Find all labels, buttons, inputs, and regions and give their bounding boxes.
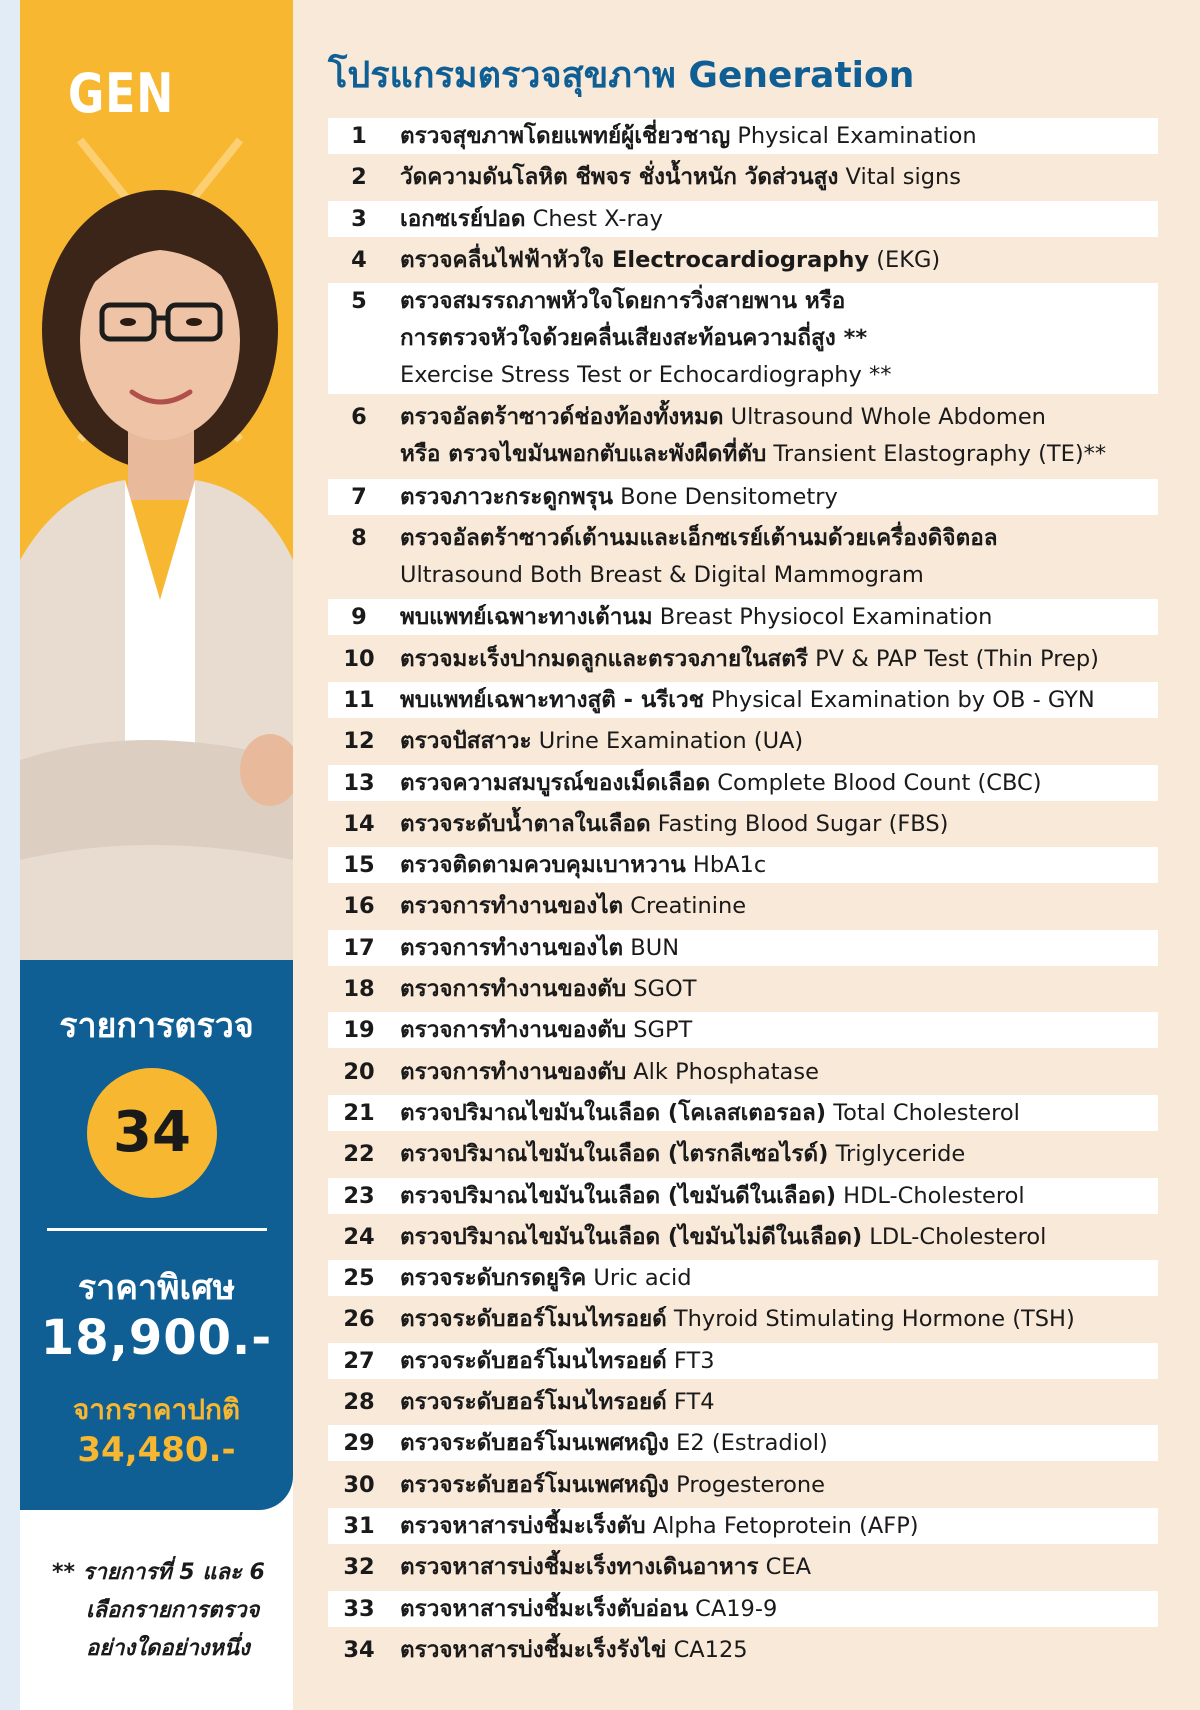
item-thai-text: ตรวจหาสารบ่งชี้มะเร็งตับอ่อน (400, 1595, 688, 1622)
item-thai-text: พบแพทย์เฉพาะทางเต้านม (400, 604, 653, 631)
item-line (400, 242, 1158, 278)
checkup-item-row (328, 641, 1158, 677)
checkup-item-row (328, 1054, 1158, 1090)
item-english-text: Physical Examination (730, 123, 977, 149)
item-description (390, 159, 1158, 195)
item-description (390, 1301, 1158, 1337)
stats-label: รายการตรวจ (59, 1006, 254, 1046)
item-line (400, 1549, 1158, 1585)
item-description (390, 1178, 1158, 1214)
item-line (400, 1054, 1158, 1090)
item-english-text: Transient Elastography (TE)** (766, 441, 1107, 468)
item-english-text: (EKG) (869, 246, 941, 273)
item-thai-text: ตรวจการทำงานของตับ (400, 1017, 627, 1044)
checkup-item-row (328, 1343, 1158, 1379)
item-thai-text: เอกซเรย์ปอด (400, 205, 526, 232)
checkup-item-row (328, 1136, 1158, 1172)
item-number: 24 (343, 1223, 375, 1250)
item-line (400, 1095, 1158, 1131)
item-thai-text: ตรวจระดับน้ำตาลในเลือด (400, 810, 651, 837)
item-english-text: Creatinine (623, 893, 747, 920)
item-thai-text: ตรวจอัลตร้าซาวด์เต้านมและเอ็กซเรย์เต้านมด้วยเครื่องดิจิตอล (400, 525, 998, 552)
gen-logo-text: GEN (68, 62, 175, 125)
item-thai-text: ตรวจหาสารบ่งชี้มะเร็งรังไข่ (400, 1636, 667, 1663)
item-english-text: Alk Phosphatase (626, 1058, 819, 1085)
item-english-text: SGOT (626, 976, 697, 1003)
checkup-item-row (328, 971, 1158, 1007)
item-thai-text: ตรวจการทำงานของไต (400, 934, 624, 961)
checkup-item-row (328, 479, 1158, 515)
item-thai-text: ตรวจระดับฮอร์โมนเพศหญิง (400, 1430, 670, 1457)
item-line (400, 1301, 1158, 1337)
item-line (400, 201, 1158, 237)
item-description (390, 399, 1158, 473)
item-english-text: FT3 (666, 1347, 715, 1374)
item-number: 30 (343, 1471, 375, 1498)
item-description (390, 1136, 1158, 1172)
item-line (400, 357, 1158, 394)
item-english-text: Physical Examination by OB - GYN (703, 686, 1095, 713)
item-number: 23 (343, 1182, 375, 1209)
photo-panel (20, 0, 293, 960)
item-thai-text: หรือ ตรวจไขมันพอกตับและพังผืดที่ตับ (400, 441, 767, 468)
item-line (400, 557, 1158, 594)
item-number: 22 (343, 1141, 375, 1168)
item-english-text: FT4 (666, 1389, 715, 1416)
item-english-text: Urine Examination (UA) (531, 728, 804, 755)
item-description (390, 806, 1158, 842)
item-line (400, 1219, 1158, 1255)
item-english-text: HDL-Cholesterol (836, 1182, 1025, 1209)
checkup-item-row (328, 888, 1158, 924)
item-description (390, 1425, 1158, 1461)
special-price: 18,900.- (40, 1310, 273, 1366)
item-english-text: Alpha Fetoprotein (AFP) (645, 1512, 919, 1539)
item-thai-text: ตรวจความสมบูรณ์ของเม็ดเลือด (400, 769, 711, 796)
portrait-illustration (20, 0, 293, 960)
item-line (400, 723, 1158, 759)
item-number: 10 (343, 645, 375, 672)
item-english-text: Fasting Blood Sugar (FBS) (650, 810, 949, 837)
item-number: 12 (343, 728, 375, 755)
item-number: 8 (351, 525, 367, 552)
item-description (390, 930, 1158, 966)
item-thai-text: พบแพทย์เฉพาะทางสูติ - นรีเวช (400, 686, 704, 713)
checkup-item-row (328, 1549, 1158, 1585)
item-description (390, 1467, 1158, 1503)
item-description (390, 1012, 1158, 1048)
checkup-item-row (328, 1384, 1158, 1420)
item-english-text: HbA1c (685, 852, 767, 879)
item-thai-text: ตรวจสมรรถภาพหัวใจโดยการวิ่งสายพาน หรือ (400, 288, 846, 315)
item-thai-text: ตรวจปริมาณไขมันในเลือด (โคเลสเตอรอล) (400, 1099, 827, 1126)
item-line (400, 1012, 1158, 1048)
item-line (400, 888, 1158, 924)
item-number: 4 (351, 246, 367, 273)
item-english-text: Thyroid Stimulating Hormone (TSH) (666, 1306, 1075, 1333)
item-line (400, 159, 1158, 195)
item-number: 32 (343, 1554, 375, 1581)
item-thai-text: ตรวจอัลตร้าซาวด์ช่องท้องทั้งหมด (400, 404, 724, 431)
checkup-item-row (328, 765, 1158, 801)
checkup-item-row (328, 1095, 1158, 1131)
item-line (400, 118, 1158, 154)
item-line (400, 1508, 1158, 1544)
item-thai-text: วัดความดันโลหิต ชีพจร ชั่งน้ำหนัก วัดส่วนสูง (400, 164, 839, 191)
item-english-text: E2 (Estradiol) (669, 1430, 828, 1457)
item-number: 28 (343, 1389, 375, 1416)
item-line (400, 320, 1158, 357)
item-number: 34 (343, 1636, 375, 1663)
item-number: 27 (343, 1347, 375, 1374)
item-english-text: Exercise Stress Test or Echocardiography ** (400, 362, 892, 389)
checkup-item-row (328, 847, 1158, 883)
checkup-item-row (328, 1425, 1158, 1461)
divider (47, 1228, 267, 1231)
item-english-text: Vital signs (838, 164, 961, 191)
item-thai-text: ตรวจการทำงานของตับ (400, 976, 627, 1003)
checkup-item-row (328, 201, 1158, 237)
checkup-item-row (328, 1012, 1158, 1048)
item-number: 33 (343, 1595, 375, 1622)
item-thai-text: ตรวจปริมาณไขมันในเลือด (ไขมันไม่ดีในเลือด) (400, 1223, 863, 1250)
item-thai-text: ตรวจการทำงานของไต (400, 893, 624, 920)
item-description (390, 118, 1158, 154)
item-line (400, 1467, 1158, 1503)
item-line (400, 765, 1158, 801)
item-description (390, 1343, 1158, 1379)
checkup-item-row (328, 1219, 1158, 1255)
checkup-item-row (328, 682, 1158, 718)
footnote (52, 1554, 292, 1668)
item-number: 29 (343, 1430, 375, 1457)
checkup-item-row (328, 1591, 1158, 1627)
item-number: 26 (343, 1306, 375, 1333)
item-number: 1 (351, 123, 367, 149)
item-number: 6 (351, 404, 367, 431)
checkup-item-list (328, 118, 1158, 1673)
footnote-line: อย่างใดอย่างหนึ่ง (86, 1636, 250, 1661)
checkup-item-row (328, 930, 1158, 966)
item-thai-text: ตรวจสุขภาพโดยแพทย์ผู้เชี่ยวชาญ (400, 123, 731, 149)
item-description (390, 682, 1158, 718)
checkup-item-row (328, 520, 1158, 594)
item-description (390, 283, 1158, 394)
item-line (400, 1591, 1158, 1627)
item-description (390, 520, 1158, 594)
item-line (400, 436, 1158, 473)
item-number: 19 (343, 1017, 375, 1044)
item-line (400, 1384, 1158, 1420)
item-number: 11 (343, 686, 375, 713)
item-description (390, 1384, 1158, 1420)
item-line (400, 520, 1158, 557)
item-description (390, 888, 1158, 924)
item-line (400, 1260, 1158, 1296)
item-thai-text: ตรวจปริมาณไขมันในเลือด (ไขมันดีในเลือด) (400, 1182, 836, 1209)
item-description (390, 1095, 1158, 1131)
item-number: 13 (343, 769, 375, 796)
item-english-text: Triglyceride (828, 1141, 966, 1168)
checkup-item-row (328, 242, 1158, 278)
item-english-text: Complete Blood Count (CBC) (710, 769, 1042, 796)
checkup-item-row (328, 159, 1158, 195)
checkup-item-row (328, 806, 1158, 842)
item-thai-text: ตรวจหาสารบ่งชี้มะเร็งทางเดินอาหาร (400, 1554, 759, 1581)
item-thai-text: ตรวจระดับฮอร์โมนไทรอยด์ (400, 1347, 667, 1374)
item-description (390, 971, 1158, 1007)
item-line (400, 399, 1158, 436)
item-description (390, 242, 1158, 278)
checkup-item-row (328, 1301, 1158, 1337)
checkup-item-row (328, 1508, 1158, 1544)
item-thai-text: ตรวจระดับฮอร์โมนไทรอยด์ (400, 1389, 667, 1416)
item-line (400, 1632, 1158, 1668)
checkup-item-row (328, 1467, 1158, 1503)
item-line (400, 1178, 1158, 1214)
item-english-text: Uric acid (586, 1265, 692, 1292)
item-thai-text: ตรวจหาสารบ่งชี้มะเร็งตับ (400, 1512, 646, 1539)
item-description (390, 1219, 1158, 1255)
checkup-item-row (328, 723, 1158, 759)
item-number: 9 (351, 604, 367, 631)
item-line (400, 930, 1158, 966)
item-thai-text: ตรวจการทำงานของตับ (400, 1058, 627, 1085)
item-description (390, 1591, 1158, 1627)
stats-panel (20, 960, 293, 1510)
item-description (390, 1508, 1158, 1544)
checkup-item-row (328, 283, 1158, 394)
item-line (400, 641, 1158, 677)
item-line (400, 1425, 1158, 1461)
item-number: 5 (351, 288, 367, 315)
item-english-text: Ultrasound Both Breast & Digital Mammogram (400, 562, 924, 589)
item-line (400, 806, 1158, 842)
item-number: 21 (343, 1099, 375, 1126)
edge-strip (0, 0, 20, 1710)
regular-price: 34,480.- (77, 1430, 236, 1470)
item-description (390, 723, 1158, 759)
item-english-text: Bone Densitometry (613, 483, 838, 510)
item-line (400, 682, 1158, 718)
item-thai-text: การตรวจหัวใจด้วยคลื่นเสียงสะท้อนความถี่สูง ** (400, 325, 868, 352)
item-description (390, 1549, 1158, 1585)
item-number: 25 (343, 1265, 375, 1292)
item-description (390, 1054, 1158, 1090)
checkup-item-row (328, 1632, 1158, 1668)
item-number: 14 (343, 810, 375, 837)
checkup-item-row (328, 1260, 1158, 1296)
item-number: 16 (343, 893, 375, 920)
regular-price-label: จากราคาปกติ (72, 1393, 241, 1426)
item-description (390, 847, 1158, 883)
item-thai-text: ตรวจติดตามควบคุมเบาหวาน (400, 852, 686, 879)
item-thai-text: ตรวจระดับกรดยูริค (400, 1265, 587, 1292)
item-line (400, 479, 1158, 515)
item-english-text: Progesterone (669, 1471, 825, 1498)
item-thai-text: ตรวจระดับฮอร์โมนไทรอยด์ (400, 1306, 667, 1333)
footnote-line: เลือกรายการตรวจ (86, 1598, 260, 1623)
item-english-text: LDL-Cholesterol (862, 1223, 1047, 1250)
item-english-text: Chest X-ray (525, 205, 663, 232)
item-number: 7 (351, 483, 367, 510)
item-line (400, 1136, 1158, 1172)
item-line (400, 1343, 1158, 1379)
page-title: โปรแกรมตรวจสุขภาพ Generation (328, 55, 915, 96)
item-thai-text: ตรวจภาวะกระดูกพรุน (400, 483, 614, 510)
item-line (400, 971, 1158, 1007)
item-description (390, 599, 1158, 635)
checkup-item-row (328, 399, 1158, 473)
item-english-text: CA19-9 (687, 1595, 778, 1622)
item-line (400, 847, 1158, 883)
item-thai-text: ตรวจปริมาณไขมันในเลือด (ไตรกลีเซอไรด์) (400, 1141, 829, 1168)
item-number: 20 (343, 1058, 375, 1085)
item-description (390, 1632, 1158, 1668)
item-number: 31 (343, 1512, 375, 1539)
item-thai-text: ตรวจระดับฮอร์โมนเพศหญิง (400, 1471, 670, 1498)
item-number: 18 (343, 976, 375, 1003)
item-thai-text: ตรวจคลื่นไฟฟ้าหัวใจ Electrocardiography (400, 246, 870, 273)
checkup-item-row (328, 118, 1158, 154)
item-english-text: PV & PAP Test (Thin Prep) (807, 645, 1099, 672)
item-thai-text: ตรวจมะเร็งปากมดลูกและตรวจภายในสตรี (400, 645, 808, 672)
special-price-label: ราคาพิเศษ (77, 1268, 236, 1308)
item-number: 17 (343, 934, 375, 961)
item-english-text: CA125 (666, 1636, 748, 1663)
item-line (400, 599, 1158, 635)
item-description (390, 765, 1158, 801)
item-number: 3 (351, 205, 367, 232)
checkup-item-row (328, 599, 1158, 635)
checkup-item-row (328, 1178, 1158, 1214)
item-english-text: BUN (623, 934, 680, 961)
footnote-line: ** รายการที่ 5 และ 6 (52, 1560, 265, 1585)
item-description (390, 1260, 1158, 1296)
item-line (400, 283, 1158, 320)
item-english-text: Ultrasound Whole Abdomen (723, 404, 1046, 431)
item-number: 15 (343, 852, 375, 879)
item-description (390, 479, 1158, 515)
item-english-text: SGPT (626, 1017, 693, 1044)
item-description (390, 641, 1158, 677)
item-thai-text: ตรวจปัสสาวะ (400, 728, 532, 755)
item-english-text: Total Cholesterol (826, 1099, 1020, 1126)
item-number: 2 (351, 164, 367, 191)
item-description (390, 201, 1158, 237)
item-count-badge: 34 (87, 1068, 217, 1198)
item-english-text: Breast Physiocol Examination (652, 604, 993, 631)
item-english-text: CEA (758, 1554, 811, 1581)
